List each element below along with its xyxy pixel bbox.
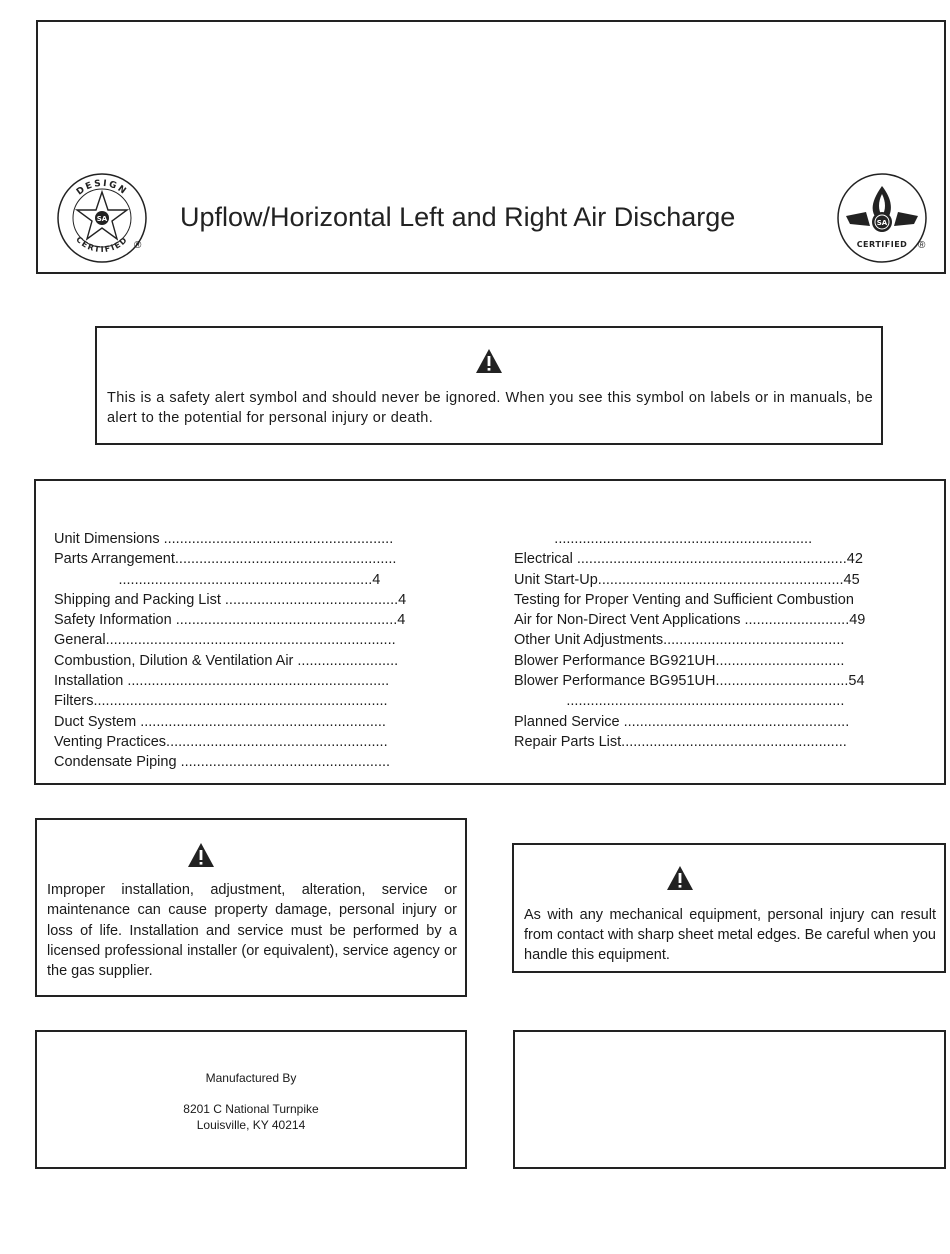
- toc-entry: Air for Non-Direct Vent Applications ..........................49: [514, 612, 866, 629]
- toc-entry: General........................................................................: [54, 632, 396, 649]
- registered-mark-left: ®: [134, 240, 142, 251]
- manufactured-by-label: Manufactured By: [205, 1071, 297, 1085]
- header-box: [36, 20, 946, 274]
- toc-entry: Combustion, Dilution & Ventilation Air .........................: [54, 652, 399, 669]
- warning-triangle-icon: [666, 865, 694, 891]
- toc-entry: .....................................................................: [514, 693, 845, 710]
- toc-entry: Testing for Proper Venting and Sufficient Combustion: [514, 591, 854, 608]
- toc-entry: Parts Arrangement.......................................................: [54, 551, 397, 568]
- toc-entry: ................................................................: [514, 531, 813, 547]
- toc-entry: Condensate Piping ....................................................: [54, 754, 391, 771]
- toc-entry: Repair Parts List........................................................: [514, 733, 847, 750]
- toc-entry: Blower Performance BG921UH................................: [514, 652, 845, 669]
- seal-right-bottom-text: CERTIFIED: [856, 240, 908, 249]
- toc-entry: Duct System .............................................................: [54, 713, 386, 730]
- table-of-contents: [34, 479, 946, 785]
- installation-warning-box: [35, 818, 467, 997]
- svg-text:DESIGN: [75, 179, 129, 198]
- toc-left-column: [54, 529, 454, 773]
- toc-entry: Other Unit Adjustments.............................................: [514, 632, 845, 649]
- seal-right-center: SA: [876, 219, 888, 227]
- toc-entry: Blower Performance BG951UH.................................54: [514, 673, 865, 690]
- manufacturer-info: [37, 1070, 465, 1133]
- seal-left-center: SA: [96, 215, 108, 223]
- warning-triangle-icon: [187, 842, 215, 868]
- svg-text:CERTIFIED: [74, 235, 129, 254]
- toc-entry: Venting Practices.......................................................: [54, 733, 388, 750]
- toc-entry: Safety Information .......................................................4: [54, 612, 406, 629]
- manufacturer-box: [35, 1030, 467, 1169]
- warning-triangle-icon: [475, 348, 503, 374]
- installation-warning-text: Improper installation, adjustment, alteration, service or maintenance can cause property damage, personal injury or loss of life. Installation and service must be performed by a licensed professional installer (or equivalent), service agency or the gas supplier.: [47, 882, 457, 980]
- toc-entry: Installation .................................................................: [54, 673, 390, 690]
- safety-alert-box: [95, 326, 883, 445]
- toc-right-column: [514, 529, 924, 752]
- blank-box: [513, 1030, 946, 1169]
- seal-left-top-text: DESIGN: [74, 178, 130, 198]
- toc-entry: Electrical ...................................................................42: [514, 551, 863, 568]
- page-title: Upflow/Horizontal Left and Right Air Discharge: [180, 202, 736, 232]
- toc-entry: Unit Dimensions .........................................................: [54, 531, 394, 547]
- toc-entry: Shipping and Packing List ...........................................4: [54, 591, 407, 608]
- toc-entry: Filters.........................................................................: [54, 693, 388, 710]
- toc-entry: Unit Start-Up.............................................................45: [514, 571, 860, 588]
- seal-left-bottom-text: CERTIFIED: [74, 234, 130, 255]
- sharp-edges-caution-box: [512, 843, 946, 973]
- toc-entry: ...............................................................4: [54, 571, 381, 588]
- flame-certified-seal-icon: [836, 172, 928, 264]
- sharp-edges-caution-text: As with any mechanical equipment, personal injury can result from contact with sharp sheet metal edges. Be careful when you handle this equipment.: [524, 907, 936, 963]
- address-line-2: Louisville, KY 40214: [196, 1118, 306, 1132]
- registered-mark-right: ®: [918, 240, 926, 251]
- safety-alert-text: This is a safety alert symbol and should never be ignored. When you see this symbol on labels or in manuals, be alert to the potential for personal injury or death.: [107, 390, 873, 426]
- toc-entry: Planned Service ........................................................: [514, 713, 850, 730]
- address-line-1: 8201 C National Turnpike: [183, 1102, 319, 1116]
